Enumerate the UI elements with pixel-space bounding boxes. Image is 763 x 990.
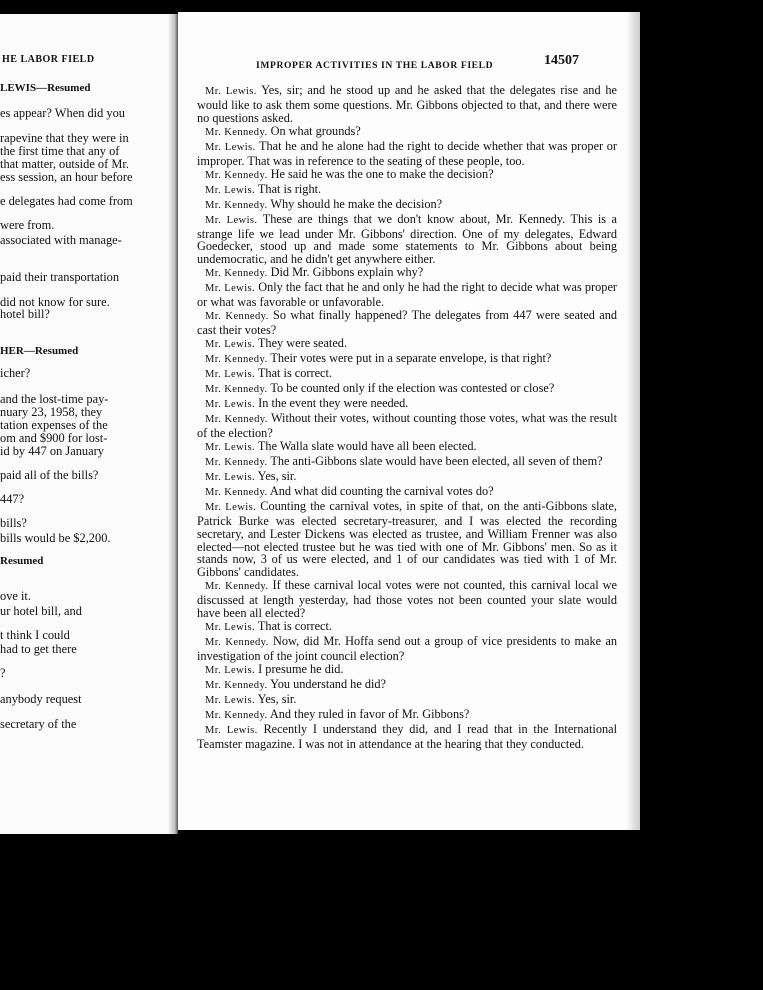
left-running-head: HE LABOR FIELD xyxy=(2,54,95,65)
testimony-paragraph xyxy=(197,663,617,678)
speaker-name: Mr. Lewis. xyxy=(205,214,258,226)
speaker-name: Mr. Lewis. xyxy=(205,86,257,97)
speech-text: Counting the carnival votes, in spite of that, on the anti-Gibbons slate, Patrick Burke was elected secretary-treasurer, and I was elected the recording secretary, and Lester Dickens was elected as trustee, and William Frenner was also elected—not elected trustee but he was tied with one of Mr. Gibbons' men. So as it stands now, 3 of us were elected, and 1 of our candidates was tied with 1 of Mr. Gibbons' candidates. xyxy=(197,498,617,580)
testimony-paragraph xyxy=(197,183,617,198)
testimony-paragraph xyxy=(197,198,617,213)
speaker-name: Mr. Lewis. xyxy=(205,694,256,706)
left-page-line: 447? xyxy=(0,492,25,506)
speaker-name: Mr. Kennedy. xyxy=(205,486,268,498)
speech-text: He said he was the one to make the decision? xyxy=(267,166,494,181)
left-page xyxy=(0,14,178,834)
testimony-paragraph xyxy=(197,140,617,168)
left-page-line: the first time that any of xyxy=(0,144,120,158)
testimony-paragraph xyxy=(197,367,617,382)
speaker-name: Mr. Lewis. xyxy=(205,471,256,483)
testimony-paragraph xyxy=(197,382,617,397)
testimony-paragraph xyxy=(197,693,617,708)
testimony-paragraph xyxy=(197,125,617,140)
testimony-paragraph xyxy=(197,168,617,183)
speech-text: If these carnival local votes were not counted, this carnival local we discussed at length yesterday, had those votes not been counted your slate would have been all elected? xyxy=(197,578,617,621)
speech-text: So what finally happened? The delegates from 447 were seated and cast their votes? xyxy=(197,308,617,338)
left-page-line: es appear? When did you xyxy=(0,106,126,120)
speaker-name: Mr. Kennedy. xyxy=(205,169,268,181)
testimony-paragraph xyxy=(197,455,617,470)
left-page-line: ur hotel bill, and xyxy=(0,604,82,618)
testimony-paragraph xyxy=(197,397,617,412)
left-page-line: nuary 23, 1958, they xyxy=(0,405,103,419)
speaker-name: Mr. Kennedy. xyxy=(205,126,268,138)
speaker-name: Mr. Lewis. xyxy=(205,339,256,351)
speaker-name: Mr. Lewis. xyxy=(205,501,257,513)
left-page-line: that matter, outside of Mr. xyxy=(0,157,129,171)
left-page-line: associated with manage- xyxy=(0,233,122,247)
speaker-name: Mr. Kennedy. xyxy=(205,268,268,280)
testimony-paragraph xyxy=(197,635,617,663)
right-page xyxy=(178,12,640,830)
speech-text: In the event they were needed. xyxy=(255,395,409,410)
testimony-paragraph xyxy=(197,337,617,352)
speech-text: That he and he alone had the right to decide whether that was proper or improper. That was in reference to the seating of these people, too. xyxy=(197,138,617,168)
speech-text: They were seated. xyxy=(255,336,348,351)
testimony-paragraph xyxy=(197,579,617,620)
testimony-paragraph xyxy=(197,266,617,281)
speaker-name: Mr. Lewis. xyxy=(205,441,256,453)
speech-text: Recently I understand they did, and I read that in the International Teamster magazine. I was not in attendance at the hearing that they conducted. xyxy=(197,721,618,751)
speaker-name: Mr. Kennedy. xyxy=(205,354,268,366)
speaker-name: Mr. Lewis. xyxy=(205,622,256,634)
transcript-column xyxy=(197,84,617,751)
testimony-paragraph xyxy=(197,309,617,337)
speech-text: These are things that we don't know about, Mr. Kennedy. This is a strange life we lead under Mr. Gibbons' direction. One of my delegates, Edward Goedecker, stood up and made some statements to Mr. Gibbons about being undemocratic, and he didn't get anywhere either. xyxy=(197,211,617,267)
speech-text: The Walla slate would have all been elected. xyxy=(255,438,477,453)
speaker-name: Mr. Lewis. xyxy=(205,369,256,381)
speaker-name: Mr. Lewis. xyxy=(205,665,256,677)
testimony-paragraph xyxy=(197,84,617,125)
left-page-line: were from. xyxy=(0,218,55,232)
speaker-name: Mr. Kennedy. xyxy=(205,413,268,425)
speaker-name: Mr. Kennedy. xyxy=(205,581,269,593)
speaker-name: Mr. Kennedy. xyxy=(205,680,268,692)
speaker-name: Mr. Kennedy. xyxy=(205,384,268,396)
testimony-paragraph xyxy=(197,723,617,751)
speaker-name: Mr. Kennedy. xyxy=(205,311,269,323)
speech-text: Only the fact that he and only he had the right to decide what was proper or what was favorable or unfavorable. xyxy=(197,280,618,310)
left-page-line: bills? xyxy=(0,516,27,530)
speech-text: On what grounds? xyxy=(267,123,361,138)
left-page-line: secretary of the xyxy=(0,717,77,731)
speech-text: The anti-Gibbons slate would have been elected, all seven of them? xyxy=(267,453,603,468)
left-page-line: tation expenses of the xyxy=(0,418,108,432)
left-page-line: LEWIS—Resumed xyxy=(0,82,91,94)
speaker-name: Mr. Kennedy. xyxy=(205,637,269,649)
left-page-line: e delegates had come from xyxy=(0,194,133,208)
testimony-paragraph xyxy=(197,213,617,267)
speech-text: Yes, sir. xyxy=(255,691,297,706)
left-page-line: paid all of the bills? xyxy=(0,468,99,482)
speech-text: And they ruled in favor of Mr. Gibbons? xyxy=(267,706,470,721)
speech-text: Without their votes, without counting those votes, what was the result of the election? xyxy=(197,410,617,440)
speech-text: Why should he make the decision? xyxy=(267,196,443,211)
left-page-line: HER—Resumed xyxy=(0,345,79,357)
speaker-name: Mr. Lewis. xyxy=(205,398,256,410)
page-number: 14507 xyxy=(544,53,579,68)
testimony-paragraph xyxy=(197,485,617,500)
testimony-paragraph xyxy=(197,281,617,309)
speech-text: That is correct. xyxy=(255,366,333,381)
running-head: IMPROPER ACTIVITIES IN THE LABOR FIELD xyxy=(256,60,494,71)
speech-text: You understand he did? xyxy=(267,677,387,692)
left-page-line: Resumed xyxy=(0,555,44,567)
testimony-paragraph xyxy=(197,440,617,455)
left-page-line: id by 447 on January xyxy=(0,444,104,458)
left-page-line: ? xyxy=(0,666,6,680)
testimony-paragraph xyxy=(197,412,617,440)
speech-text: Did Mr. Gibbons explain why? xyxy=(267,265,424,280)
testimony-paragraph xyxy=(197,678,617,693)
speech-text: And what did counting the carnival votes do? xyxy=(267,483,494,498)
left-page-line: and the lost-time pay- xyxy=(0,392,109,406)
testimony-paragraph xyxy=(197,470,617,485)
speech-text: Their votes were put in a separate envelope, is that right? xyxy=(267,351,552,366)
speech-text: That is correct. xyxy=(255,619,333,634)
left-page-line: ess session, an hour before xyxy=(0,170,133,184)
speech-text: That is right. xyxy=(255,181,322,196)
speech-text: Yes, sir; and he stood up and he asked that the delegates rise and he would like to ask them some questions. Mr. Gibbons objected to that, and there were no questions asked. xyxy=(197,83,618,125)
left-page-line: bills would be $2,200. xyxy=(0,531,111,545)
speech-text: Now, did Mr. Hoffa send out a group of vice presidents to make an investigation of the joint council election? xyxy=(197,634,617,664)
speech-text: Yes, sir. xyxy=(255,468,297,483)
speaker-name: Mr. Lewis. xyxy=(205,141,256,153)
speaker-name: Mr. Kennedy. xyxy=(205,199,268,211)
left-page-line: had to get there xyxy=(0,642,77,656)
left-page-gutter xyxy=(168,14,178,834)
testimony-paragraph xyxy=(197,352,617,367)
left-page-line: ove it. xyxy=(0,589,31,603)
left-page-line: hotel bill? xyxy=(0,307,50,321)
testimony-paragraph xyxy=(197,620,617,635)
left-page-line: anybody request xyxy=(0,692,82,706)
testimony-paragraph xyxy=(197,500,617,580)
left-page-line: t think I could xyxy=(0,628,70,642)
testimony-paragraph xyxy=(197,708,617,723)
speech-text: I presume he did. xyxy=(255,662,344,677)
speaker-name: Mr. Lewis. xyxy=(205,724,258,736)
left-page-line: did not know for sure. xyxy=(0,295,110,309)
left-page-line: paid their transportation xyxy=(0,270,120,284)
left-page-line: icher? xyxy=(0,366,31,380)
left-page-line: om and $900 for lost- xyxy=(0,431,108,445)
speaker-name: Mr. Lewis. xyxy=(205,283,256,295)
left-page-line: rapevine that they were in xyxy=(0,131,129,145)
right-page-shade xyxy=(626,12,640,830)
speaker-name: Mr. Lewis. xyxy=(205,184,256,196)
speech-text: To be counted only if the election was contested or close? xyxy=(267,381,555,396)
speaker-name: Mr. Kennedy. xyxy=(205,456,268,468)
speaker-name: Mr. Kennedy. xyxy=(205,709,268,721)
